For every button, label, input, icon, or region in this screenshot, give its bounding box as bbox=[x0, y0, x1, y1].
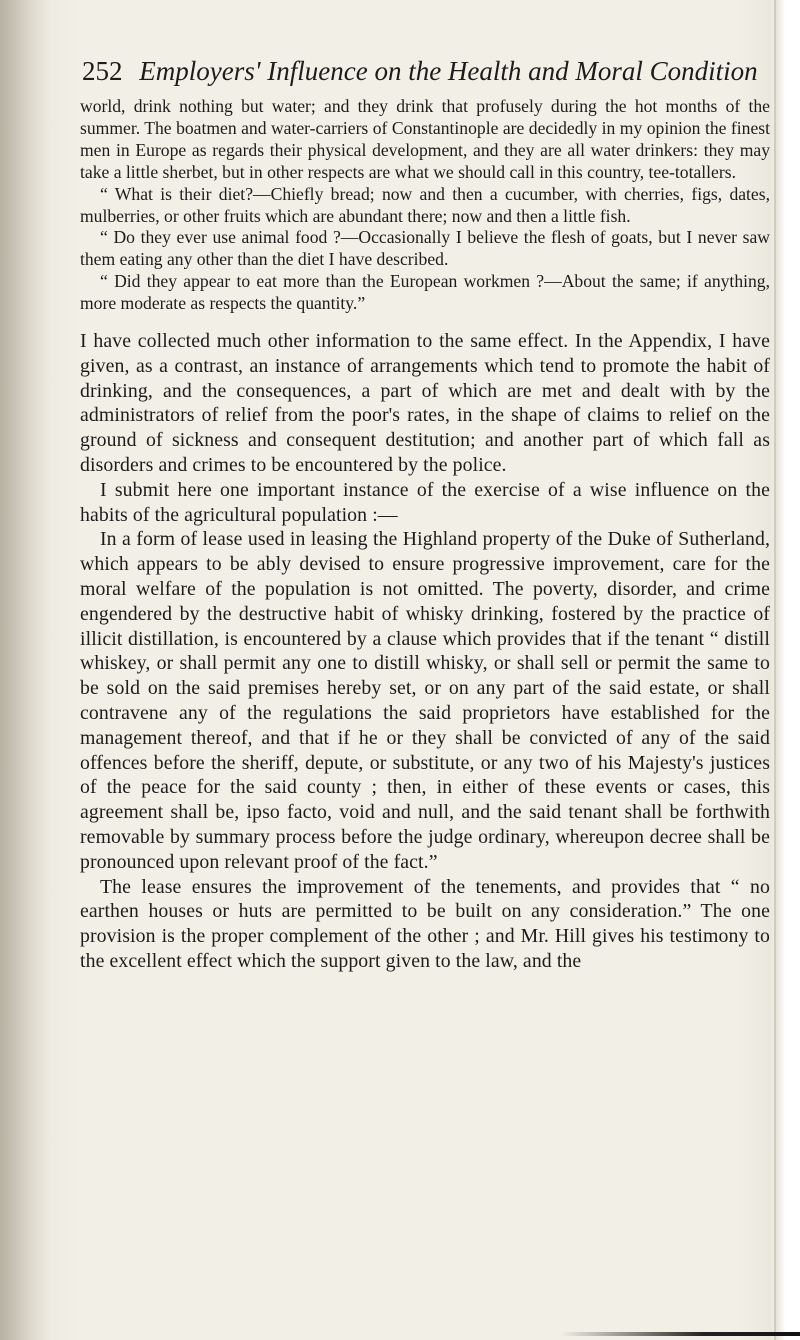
body-paragraph: I submit here one important instance of the exercise of a wise influence on the habits of the agricultural population :— bbox=[80, 478, 770, 526]
page-body bbox=[80, 96, 770, 974]
body-paragraph: The lease ensures the improvement of the tenements, and provides that “ no earthen houses or huts are permitted to be built on any consideration.” The one provision is the proper complement of the other ; and Mr. Hill gives his testimony to the excellent effect which the support given to the law, and the bbox=[80, 875, 770, 972]
page-header bbox=[82, 56, 772, 92]
quote-paragraph: world, drink nothing but water; and they drink that profusely during the hot months of the summer. The boatmen and water-carriers of Constantinople are decidedly in my opinion the finest men in Europe as regards their physical development, and they are all water drinkers: they may take a little sherbet, but in other respects are what we should call in this country, tee-totallers. bbox=[80, 96, 770, 182]
quote-paragraph: “ Did they appear to eat more than the European workmen ?—About the same; if anything, more moderate as respects the quantity.” bbox=[80, 271, 770, 314]
binding-shadow bbox=[0, 0, 50, 1340]
page-edge-shadow bbox=[560, 1332, 800, 1336]
quote-paragraph: “ Do they ever use animal food ?—Occasionally I believe the flesh of goats, but I never saw them eating any other than the diet I have described. bbox=[80, 227, 770, 270]
page-edge bbox=[774, 0, 800, 1340]
page-number: 252 bbox=[82, 56, 123, 86]
quote-paragraph: “ What is their diet?—Chiefly bread; now and then a cucumber, with cherries, figs, dates, mulberries, or other fruits which are abundant there; now and then a little fish. bbox=[80, 183, 770, 226]
main-text-block bbox=[80, 329, 770, 974]
body-paragraph: I have collected much other information to the same effect. In the Appendix, I have given, as a contrast, an instance of arrangements which tend to promote the habit of drinking, and the consequences, a part of which are met and dealt with by the administrators of relief from the poor's rates, in the shape of claims to relief on the ground of sickness and consequent destitution; and another part of which fall as disorders and crimes to be encountered by the police. bbox=[80, 330, 770, 477]
body-paragraph: In a form of lease used in leasing the Highland property of the Duke of Sutherland, which appears to be ably devised to ensure progressive improvement, care for the moral welfare of the population is not omitted. The poverty, disorder, and crime engendered by the destructive habit of whisky drinking, fostered by the practice of illicit distillation, is encountered by a clause which provides that if the tenant “ distill whiskey, or shall permit any one to distill whisky, or shall sell or permit the same to be sold on the said premises hereby set, or on any part of the said estate, or shall contravene any of the regulations the said proprietors have established for the management thereof, and that if he or they shall be convicted of any of the said offences before the sheriff, depute, or substitute, or any two of his Majesty's justices of the peace for the said county ; then, in either of these events or cases, this agreement shall be, ipso facto, void and null, and the said tenant shall be forthwith removable by summary process before the judge ordinary, whereupon decree shall be pronounced upon relevant proof of the fact.” bbox=[80, 528, 770, 873]
testimony-quote-block bbox=[80, 96, 770, 315]
running-head: Employers' Influence on the Health and Moral Condition bbox=[139, 56, 758, 86]
